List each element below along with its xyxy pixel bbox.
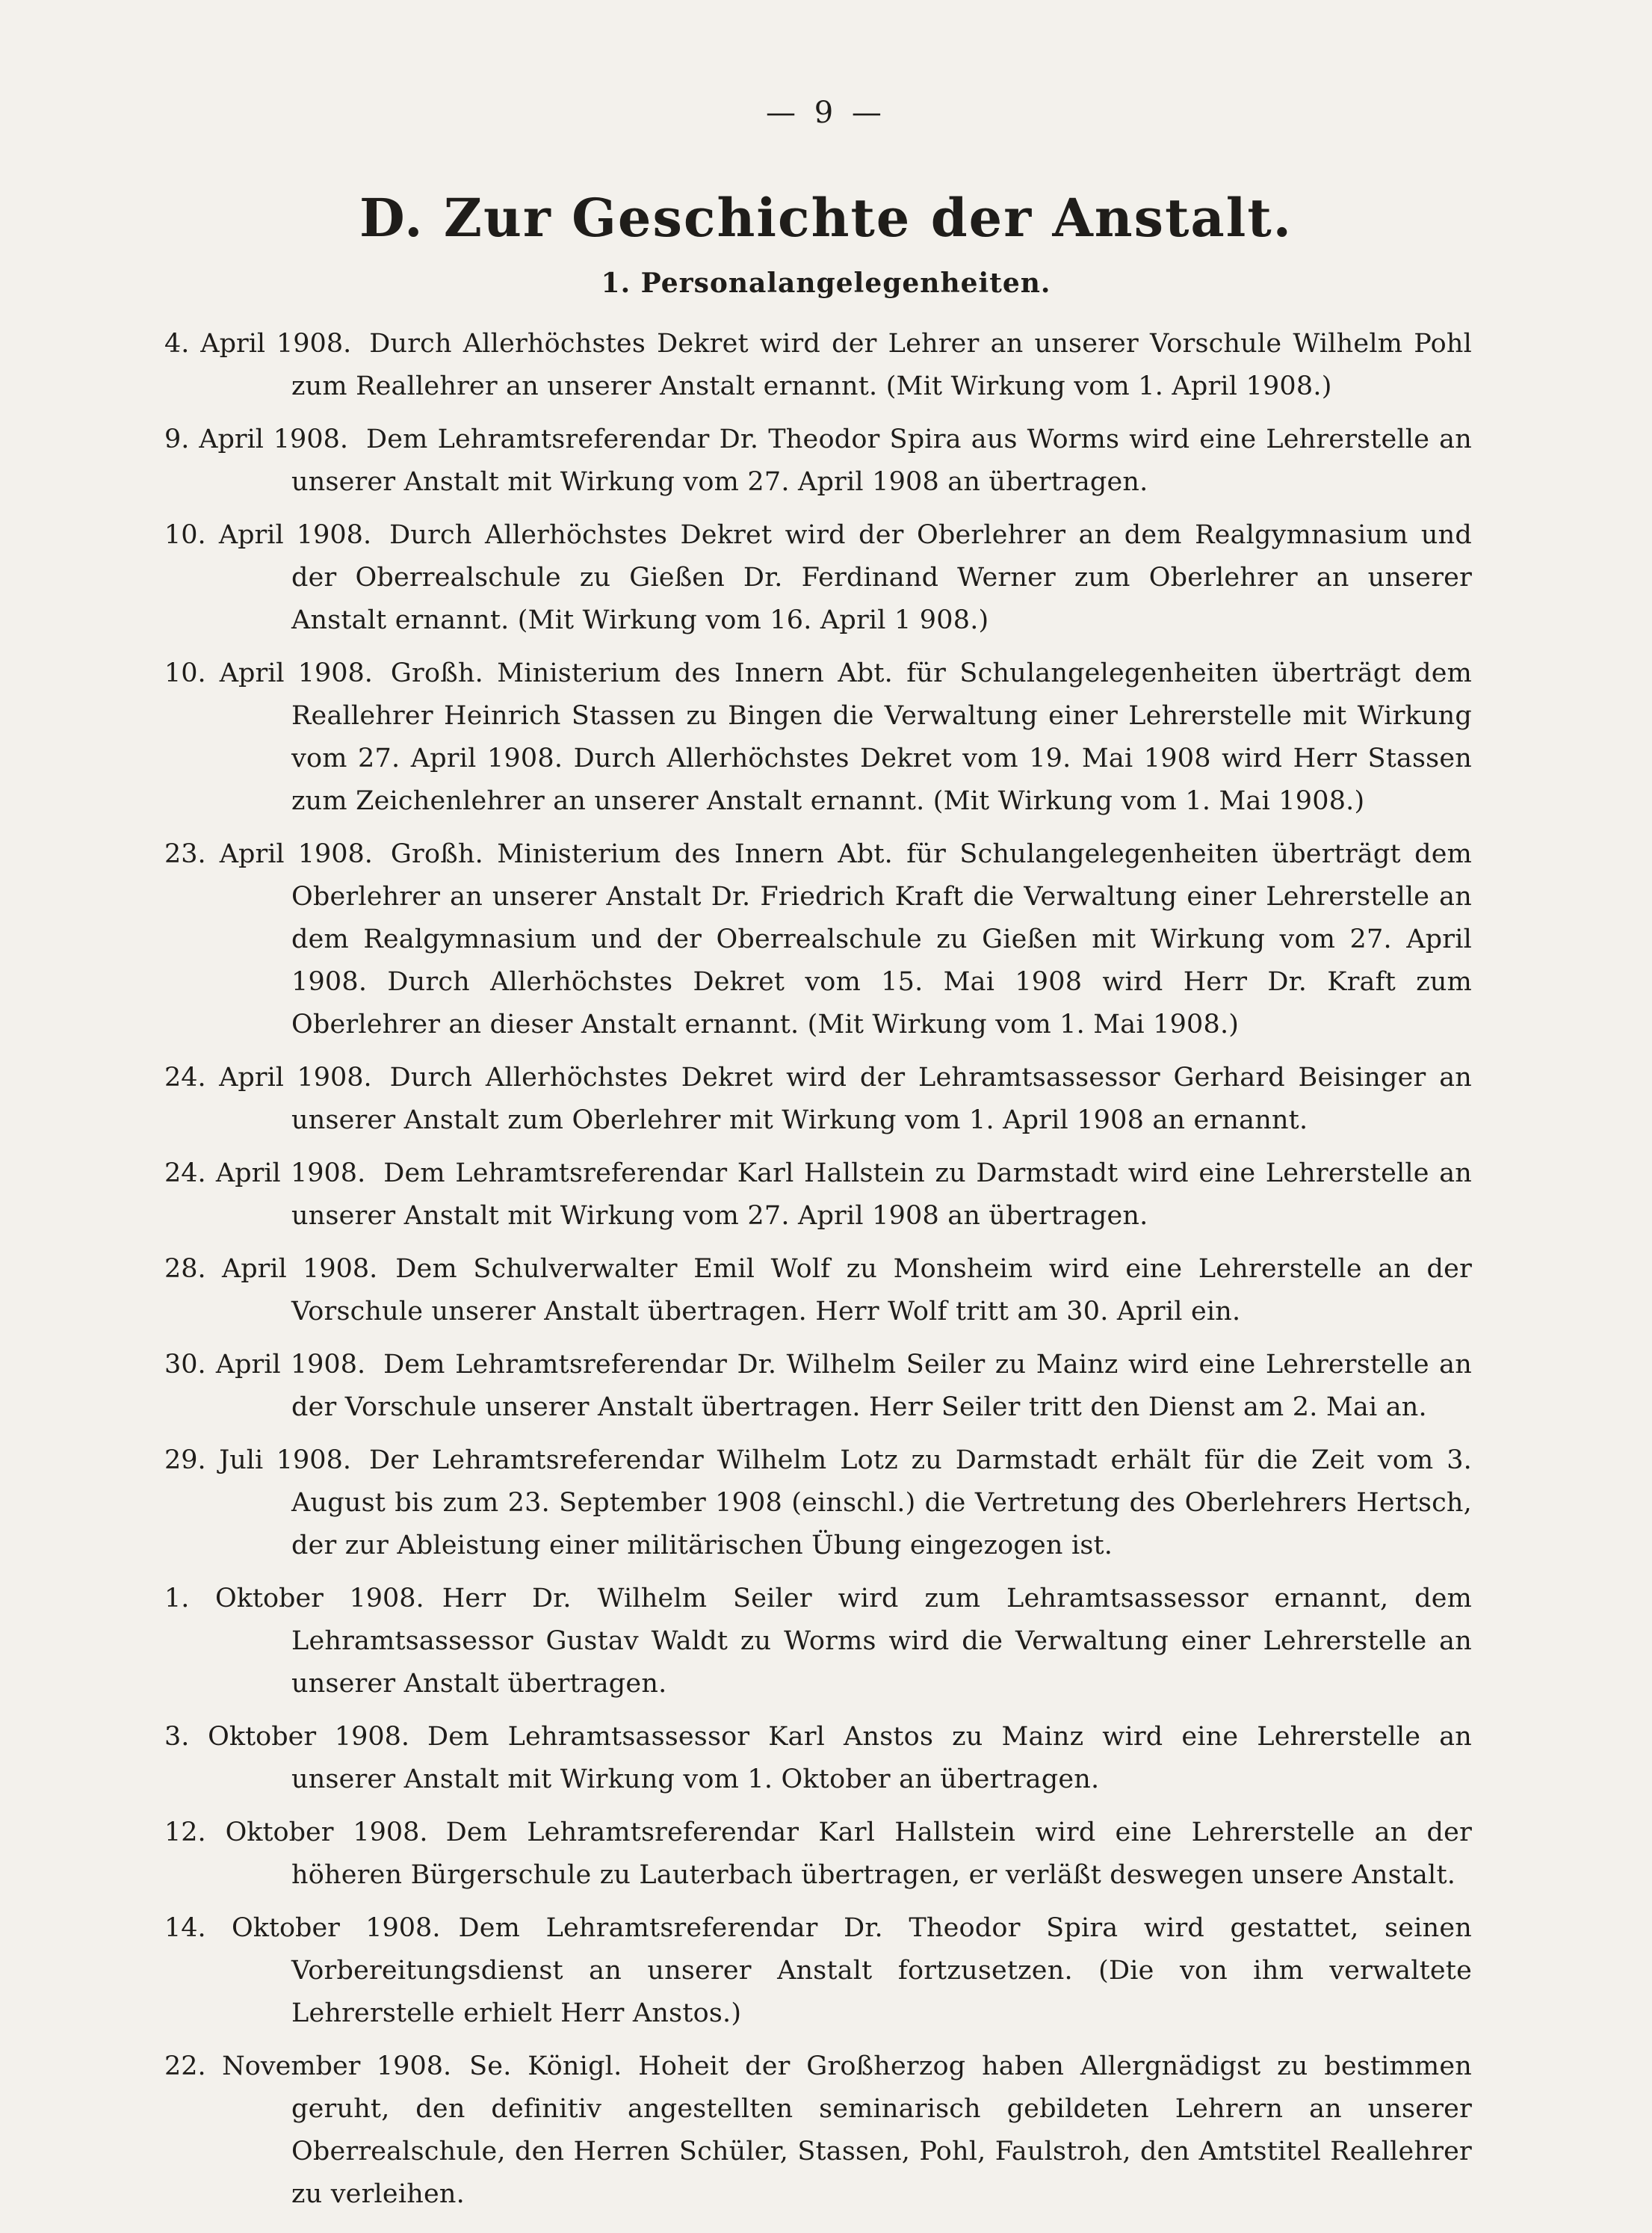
list-item	[164, 1812, 1472, 1897]
entry-date: 22. November 1908.	[164, 2051, 452, 2081]
entry-text: Dem Lehramtsreferendar Dr. Theodor Spira aus Worms wird eine Lehrerstelle an unserer Anstalt mit Wirkung vom 27. April 1908 an übertragen.	[291, 424, 1472, 497]
entry-text: Großh. Ministerium des Innern Abt. für Schulangelegenheiten überträgt dem Oberlehrer an unserer Anstalt Dr. Friedrich Kraft die Verwaltung einer Lehrerstelle an dem Realgymnasium und der Oberrealschule zu Gießen mit Wirkung vom 27. April 1908. Durch Allerhöchstes Dekret vom 15. Mai 1908 wird Herr Dr. Kraft zum Oberlehrer an dieser Anstalt ernannt. (Mit Wirkung vom 1. Mai 1908.)	[291, 839, 1472, 1040]
subsection-title: 1. Personalangelegenheiten.	[601, 268, 1051, 299]
list-item	[164, 833, 1472, 1046]
entry-date: 10. April 1908.	[164, 658, 373, 688]
list-item	[164, 1439, 1472, 1567]
entry-date: 14. Oktober 1908.	[164, 1913, 441, 1943]
entry-date: 29. Juli 1908.	[164, 1445, 351, 1475]
list-item	[164, 1152, 1472, 1238]
list-item	[164, 1248, 1472, 1333]
entry-text: Dem Lehramtsreferendar Karl Hallstein zu Darmstadt wird eine Lehrerstelle an unserer Anstalt mit Wirkung vom 27. April 1908 an übertragen.	[291, 1158, 1472, 1231]
entry-date: 30. April 1908.	[164, 1350, 366, 1380]
entry-text: Herr Dr. Wilhelm Seiler wird zum Lehramtsassessor ernannt, dem Lehramtsassessor Gustav Waldt zu Worms wird die Verwaltung einer Lehrerstelle an unserer Anstalt übertragen.	[291, 1584, 1472, 1699]
entry-date: 4. April 1908.	[164, 329, 352, 359]
list-item	[164, 514, 1472, 642]
entry-date: 24. April 1908.	[164, 1063, 372, 1093]
entry-date: 28. April 1908.	[164, 1254, 378, 1284]
entry-text: Dem Schulverwalter Emil Wolf zu Monsheim wird eine Lehrerstelle an der Vorschule unserer Anstalt übertragen. Herr Wolf tritt am 30. April ein.	[291, 1254, 1472, 1326]
entry-date: 24. April 1908.	[164, 1158, 366, 1188]
entry-text: Großh. Ministerium des Innern Abt. für Schulangelegenheiten überträgt dem Reallehrer Heinrich Stassen zu Bingen die Verwaltung einer Lehrerstelle mit Wirkung vom 27. April 1908. Durch Allerhöchstes Dekret vom 19. Mai 1908 wird Herr Stassen zum Zeichenlehrer an unserer Anstalt ernannt. (Mit Wirkung vom 1. Mai 1908.)	[291, 658, 1472, 816]
entry-text: Der Lehramtsreferendar Wilhelm Lotz zu Darmstadt erhält für die Zeit vom 3. August bis zum 23. September 1908 (einschl.) die Vertretung des Oberlehrers Hertsch, der zur Ableistung einer militärischen Übung eingezogen ist.	[291, 1445, 1472, 1560]
list-item	[164, 2045, 1472, 2216]
entry-text: Dem Lehramtsreferendar Karl Hallstein wird eine Lehrerstelle an der höheren Bürgerschule zu Lauterbach übertragen, er verläßt deswegen unsere Anstalt.	[291, 1817, 1472, 1890]
entry-text: Dem Lehramtsassessor Karl Anstos zu Mainz wird eine Lehrerstelle an unserer Anstalt mit Wirkung vom 1. Oktober an übertragen.	[291, 1722, 1473, 1794]
list-item	[164, 1578, 1472, 1705]
list-item	[164, 1716, 1472, 1801]
list-item	[164, 323, 1472, 408]
entry-date: 1. Oktober 1908.	[164, 1584, 424, 1613]
entry-date: 3. Oktober 1908.	[164, 1722, 410, 1752]
entry-text: Durch Allerhöchstes Dekret wird der Lehrer an unserer Vorschule Wilhelm Pohl zum Reallehrer an unserer Anstalt ernannt. (Mit Wirkung vom 1. April 1908.)	[291, 329, 1472, 401]
entry-text: Se. Königl. Hoheit der Großherzog haben Allergnädigst zu bestimmen geruht, den definitiv angestellten seminarisch gebildeten Lehrern an unserer Oberrealschule, den Herren Schüler, Stassen, Pohl, Faulstroh, den Amtstitel Reallehrer zu verleihen.	[291, 2051, 1472, 2209]
entry-date: 23. April 1908.	[164, 839, 373, 869]
entry-date: 9. April 1908.	[164, 424, 348, 454]
entry-text: Dem Lehramtsreferendar Dr. Wilhelm Seiler zu Mainz wird eine Lehrerstelle an der Vorschule unserer Anstalt übertragen. Herr Seiler tritt den Dienst am 2. Mai an.	[291, 1350, 1472, 1422]
entry-list	[164, 323, 1472, 2226]
entry-text: Durch Allerhöchstes Dekret wird der Lehramtsassessor Gerhard Beisinger an unserer Anstalt zum Oberlehrer mit Wirkung vom 1. April 1908 an ernannt.	[291, 1063, 1472, 1135]
section-title: D. Zur Geschichte der Anstalt.	[359, 187, 1293, 249]
entry-date: 12. Oktober 1908.	[164, 1817, 428, 1847]
list-item	[164, 419, 1472, 504]
list-item	[164, 652, 1472, 823]
list-item	[164, 1344, 1472, 1429]
entry-text: Durch Allerhöchstes Dekret wird der Oberlehrer an dem Realgymnasium und der Oberrealschule zu Gießen Dr. Ferdinand Werner zum Oberlehrer an unserer Anstalt ernannt. (Mit Wirkung vom 16. April 1 908.)	[291, 520, 1472, 635]
page-number: — 9 —	[766, 96, 886, 130]
entry-text: Dem Lehramtsreferendar Dr. Theodor Spira wird gestattet, seinen Vorbereitungsdienst an unserer Anstalt fortzusetzen. (Die von ihm verwaltete Lehrerstelle erhielt Herr Anstos.)	[291, 1913, 1472, 2028]
list-item	[164, 1907, 1472, 2035]
entry-date: 10. April 1908.	[164, 520, 372, 550]
list-item	[164, 1057, 1472, 1142]
